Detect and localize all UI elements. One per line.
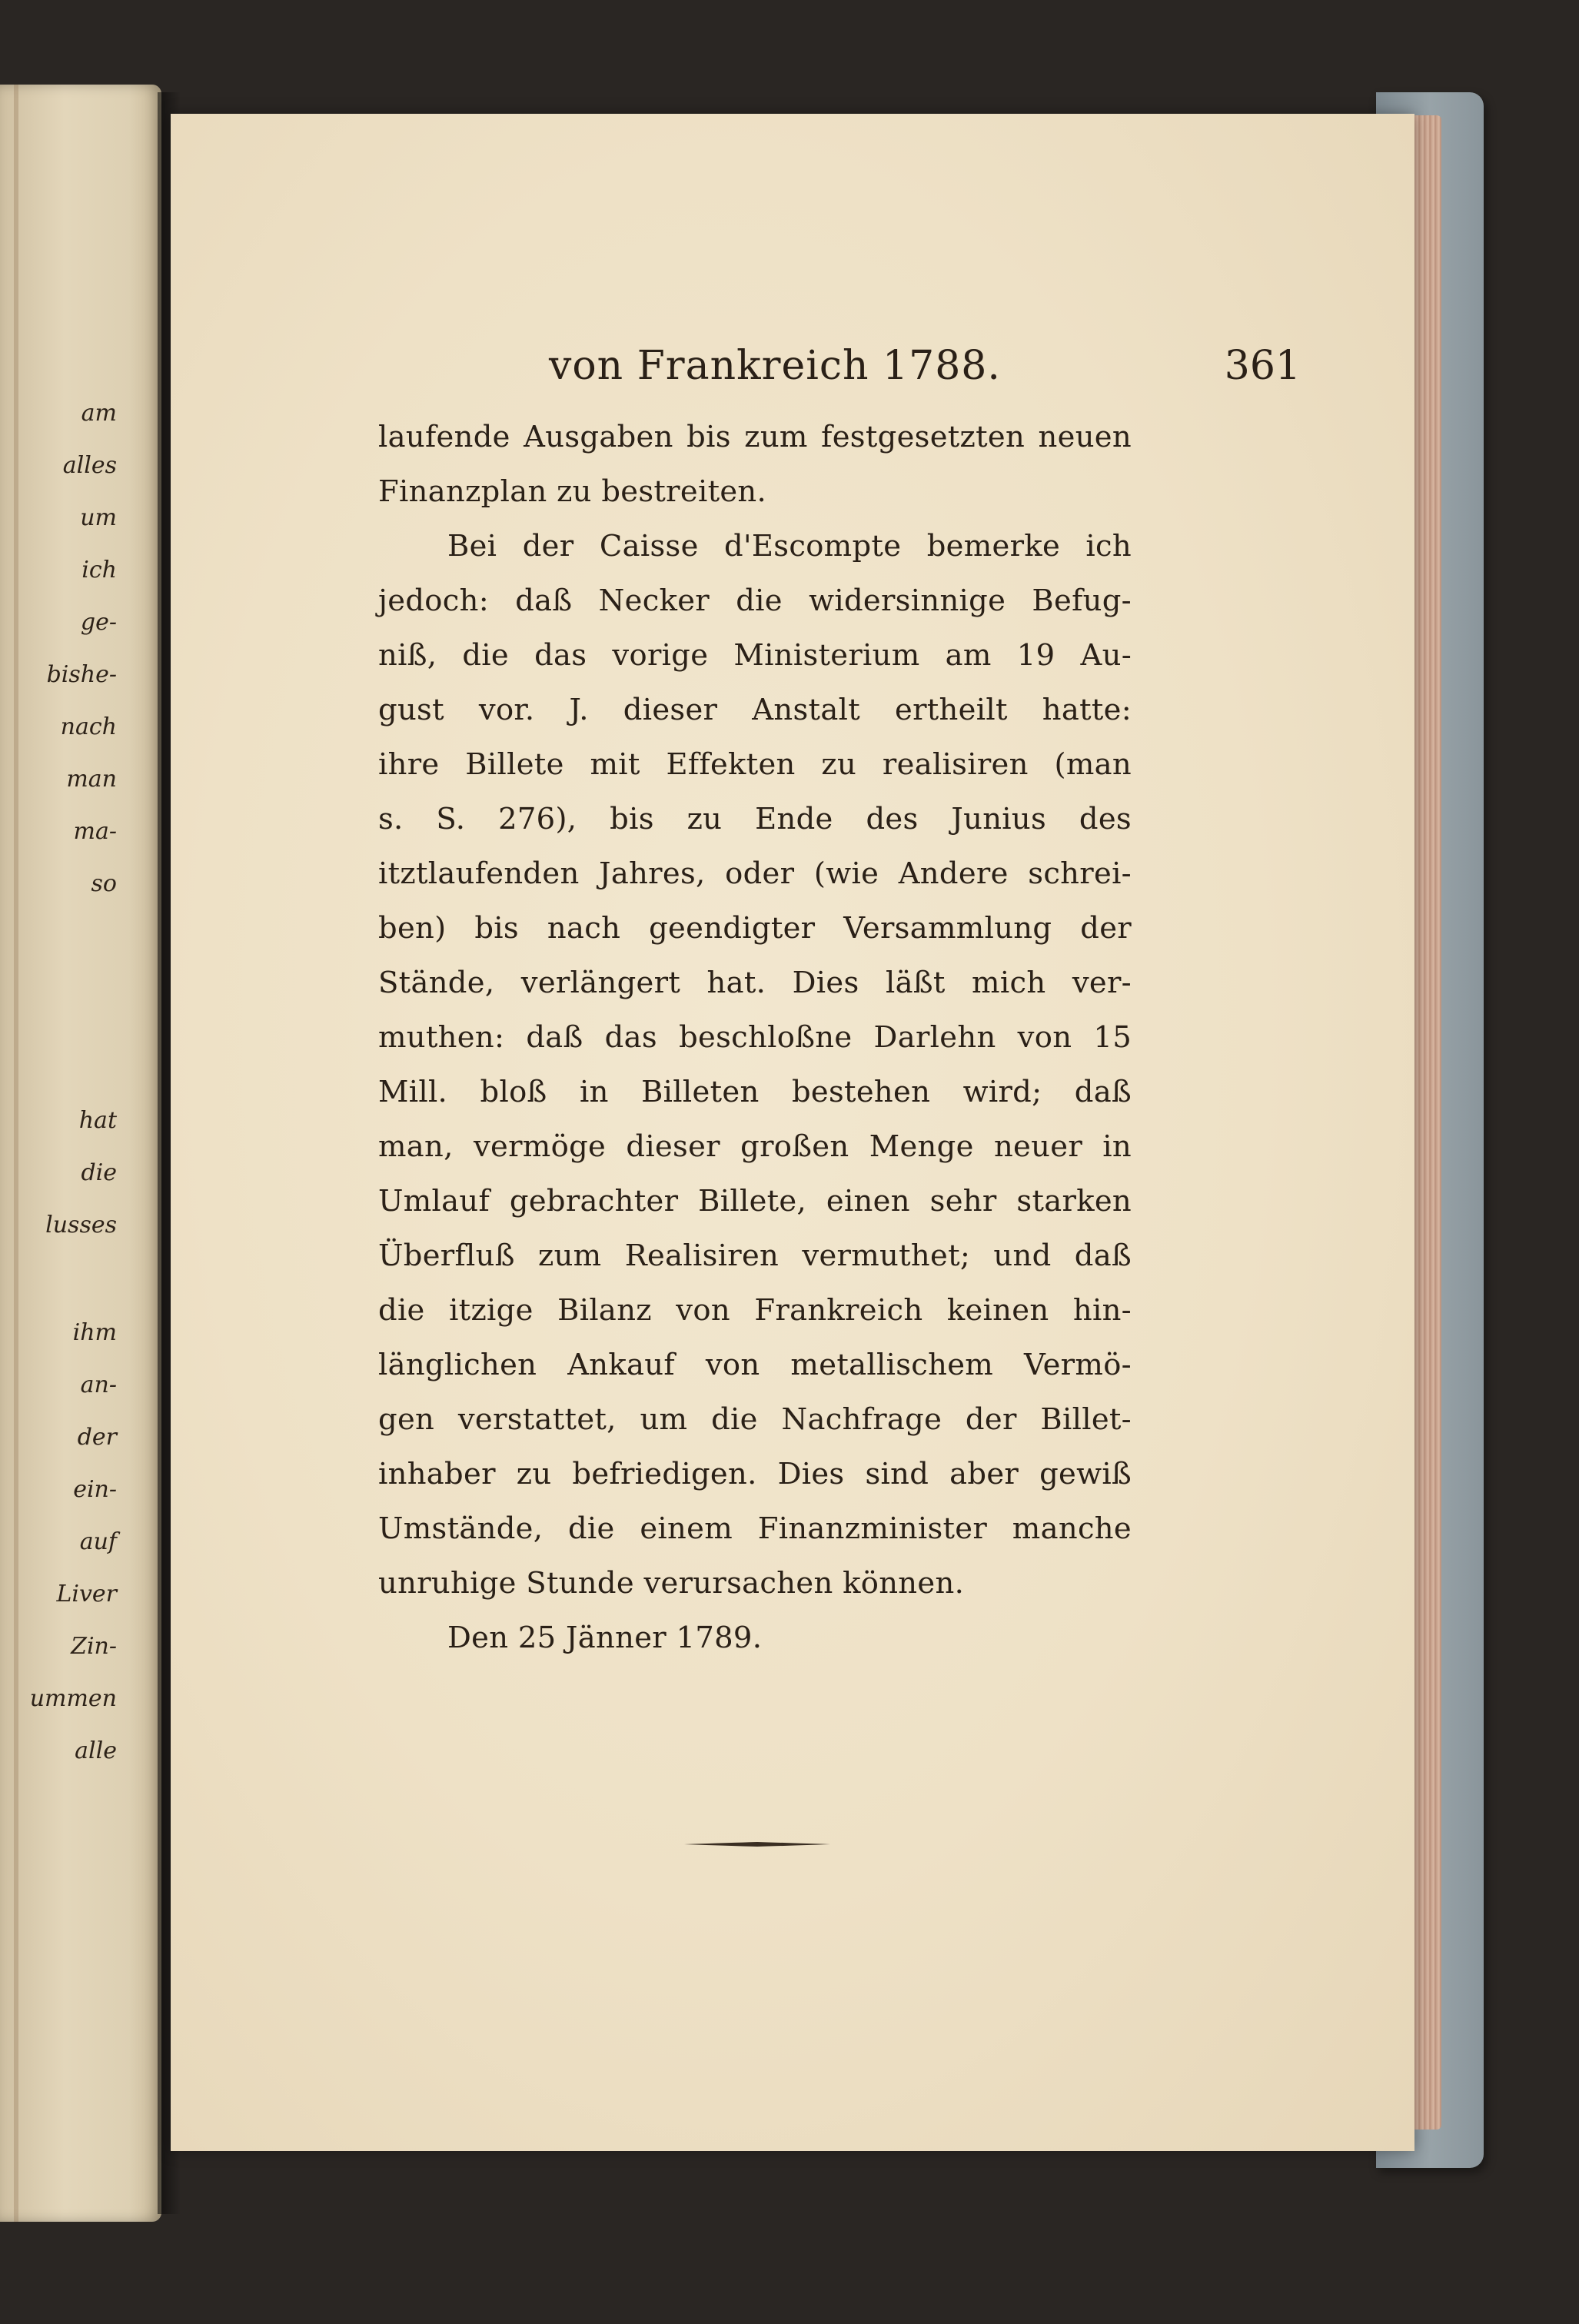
text-line: niß, die das vorige Ministerium am 19 Au- <box>378 638 1132 673</box>
text-line: gen verstattet, um die Nachfrage der Billet- <box>378 1402 1132 1437</box>
left-page-fragment: hat <box>78 1107 117 1134</box>
left-page-fragment: bishe- <box>46 661 117 688</box>
text-line: s. S. 276), bis zu Ende des Junius des <box>378 802 1132 836</box>
closing-ornament-rule <box>684 1841 830 1847</box>
left-page-fragment: die <box>81 1159 117 1186</box>
left-page-fragment: ein- <box>73 1476 117 1503</box>
text-line: Umstände, die einem Finanzminister manche <box>378 1511 1132 1546</box>
text-line: muthen: daß das beschloßne Darlehn von 15 <box>378 1020 1132 1055</box>
text-line: Mill. bloß in Billeten bestehen wird; daß <box>378 1075 1132 1109</box>
left-page-fragment: Liver <box>56 1581 117 1608</box>
text-line: die itzige Bilanz von Frankreich keinen hin- <box>378 1293 1132 1328</box>
text-line: länglichen Ankauf von metallischem Vermö- <box>378 1348 1132 1382</box>
text-line: Überfluß zum Realisiren vermuthet; und daß <box>378 1238 1132 1273</box>
left-page-fragment: alle <box>75 1737 117 1764</box>
text-line: itztlaufenden Jahres, oder (wie Andere schrei- <box>378 856 1132 891</box>
left-page-fragment: Zin- <box>71 1633 117 1660</box>
text-line: ben) bis nach geendigter Versammlung der <box>378 911 1132 946</box>
left-page-fragment: so <box>91 870 117 897</box>
left-page-fragment: nach <box>60 713 117 740</box>
book-page <box>171 114 1414 2151</box>
left-page-fragment: am <box>81 400 117 427</box>
text-line: gust vor. J. dieser Anstalt ertheilt hatte: <box>378 693 1132 727</box>
text-line: man, vermöge dieser großen Menge neuer in <box>378 1129 1132 1164</box>
text-line: Finanzplan zu bestreiten. <box>378 474 767 509</box>
body-text <box>378 410 1132 1665</box>
left-page-fragment: ummen <box>29 1685 117 1712</box>
page-number: 361 <box>1224 343 1301 389</box>
left-page-fragment: ge- <box>80 609 117 636</box>
text-line: Bei der Caisse d'Escompte bemerke ich <box>447 529 1132 564</box>
left-page-fragment: ich <box>81 557 117 583</box>
text-line: ihre Billete mit Effekten zu realisiren (man <box>378 747 1132 782</box>
running-title: von Frankreich 1788. <box>549 343 1001 389</box>
left-page-fragment: ihm <box>72 1319 117 1346</box>
left-page-fragment: auf <box>79 1528 117 1555</box>
text-line: Umlauf gebrachter Billete, einen sehr starken <box>378 1184 1132 1219</box>
left-page-fragment: alles <box>62 452 117 479</box>
left-page-fragment: ma- <box>73 818 117 845</box>
text-line: Stände, verlängert hat. Dies läßt mich ver- <box>378 966 1132 1000</box>
text-line: inhaber zu befriedigen. Dies sind aber gewiß <box>378 1457 1132 1491</box>
page-header <box>549 343 1301 397</box>
text-line: Den 25 Jänner 1789. <box>447 1621 763 1655</box>
left-page-fragment: man <box>66 766 117 793</box>
text-line: jedoch: daß Necker die widersinnige Befug- <box>378 583 1132 618</box>
left-page-fragment: der <box>77 1424 117 1451</box>
text-line: unruhige Stunde verursachen können. <box>378 1566 965 1601</box>
left-page-fragment: lusses <box>45 1212 117 1238</box>
text-line: laufende Ausgaben bis zum festgesetzten neuen <box>378 420 1132 454</box>
left-page-fragment: an- <box>80 1371 117 1398</box>
left-neighbour-page <box>0 85 161 2222</box>
left-page-fragment: um <box>80 504 117 531</box>
